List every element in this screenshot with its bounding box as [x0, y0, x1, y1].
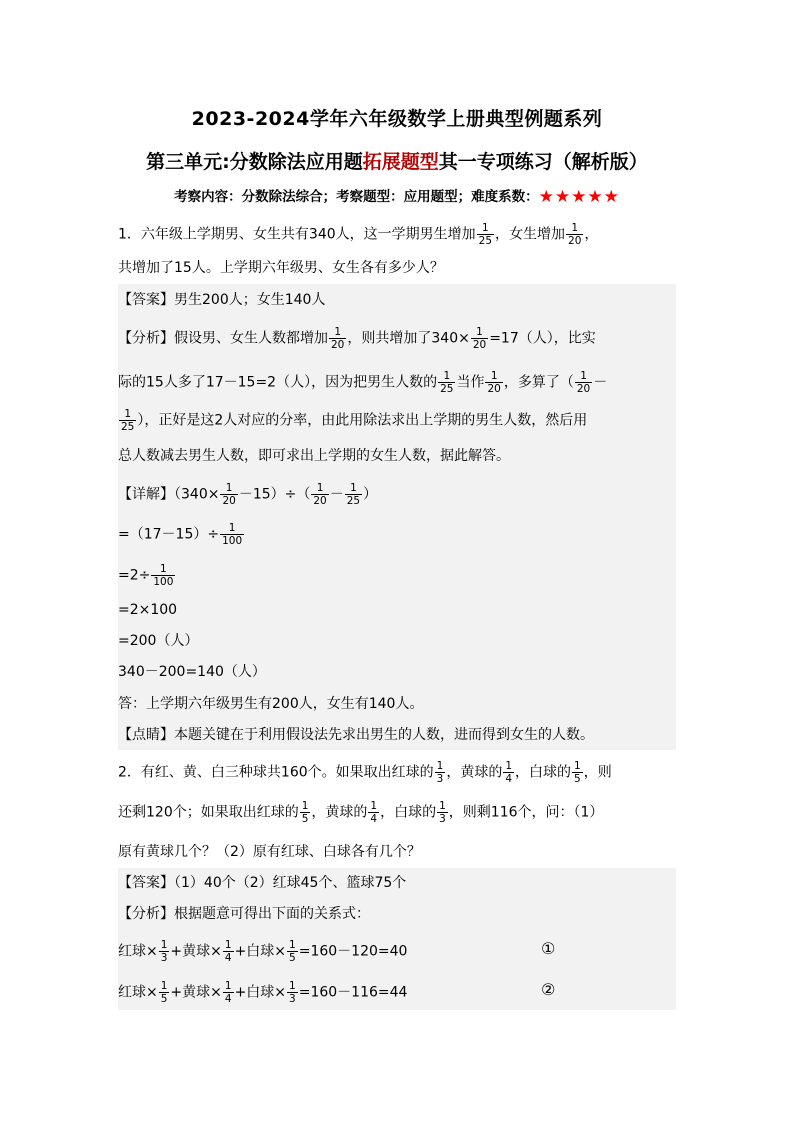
q1-answer: 【答案】男生200人；女生140人: [118, 292, 326, 308]
fraction: [477, 222, 494, 247]
text-run: ），正好是这2人对应的分率，由此用除法求出上学期的男生人数，然后用: [137, 412, 588, 429]
fraction-denominator: 20: [331, 339, 345, 351]
text-run: 红球×: [118, 943, 158, 960]
fraction: [287, 939, 298, 964]
fraction-denominator: 20: [487, 383, 501, 395]
fraction: [300, 800, 311, 825]
text-run: ，黄球的: [311, 804, 368, 821]
text-run: ，白球的: [515, 764, 572, 781]
fraction-denominator: 4: [224, 993, 232, 1005]
q1-comment: 【点睛】本题关键在于利用假设法先求出男生的人数，进而得到女生的人数。: [118, 727, 594, 743]
text-run: +白球×: [234, 943, 287, 960]
text-run: +黄球×: [170, 943, 222, 960]
q1-detail-line2: [118, 522, 245, 547]
q1-analysis-line1: [118, 326, 596, 351]
fraction-denominator: 4: [370, 813, 378, 825]
fraction-numerator: 1: [438, 370, 455, 383]
text-run: ）: [363, 486, 378, 503]
q2-text-line2: [118, 800, 603, 825]
text-run: ，女生增加: [495, 226, 566, 243]
fraction: [435, 760, 446, 785]
fraction: [159, 980, 170, 1005]
fraction-denominator: 5: [301, 813, 309, 825]
meta-text: 考察内容：分数除法综合；考察题型：应用题型；难度系数：: [174, 189, 539, 205]
q1-analysis-line2: [118, 370, 607, 395]
fraction-numerator: 1: [477, 222, 494, 235]
fraction: [345, 482, 362, 507]
subtitle-highlight: 拓展题型: [362, 151, 439, 173]
fraction-numerator: 1: [439, 800, 446, 812]
fraction-numerator: 1: [574, 760, 581, 772]
fraction: [223, 939, 234, 964]
text-run: ，黄球的: [446, 764, 503, 781]
text-run: －: [593, 374, 608, 391]
text-run: 际的15人多了17－15=2（人），因为把男生人数的: [118, 374, 438, 391]
text-run: =（17－15）÷: [118, 526, 220, 543]
text-run: +黄球×: [170, 984, 222, 1001]
q1-detail-line3: [118, 563, 176, 588]
fraction-numerator: 1: [151, 563, 175, 576]
fraction-denominator: 3: [160, 952, 168, 964]
text-run: 【详解】（340×: [118, 486, 220, 503]
q2-text-line3: 原有黄球几个？（2）原有红球、白球各有几个？: [118, 844, 421, 860]
fraction-denominator: 20: [568, 235, 582, 247]
text-run: ，: [584, 226, 599, 243]
fraction-denominator: 25: [346, 495, 361, 507]
fraction-denominator: 4: [224, 952, 232, 964]
fraction: [311, 482, 328, 507]
fraction-numerator: 1: [160, 980, 168, 992]
fraction-numerator: 1: [224, 980, 232, 992]
fraction: [575, 370, 592, 395]
fraction-numerator: 1: [289, 980, 296, 992]
fraction-numerator: 1: [329, 326, 346, 339]
fraction: [566, 222, 583, 247]
q2-equation-2: [118, 980, 407, 1005]
fraction-numerator: 1: [370, 800, 378, 812]
fraction-numerator: 1: [289, 939, 296, 951]
fraction: [159, 939, 170, 964]
fraction: [471, 326, 488, 351]
q2-equation-1: [118, 939, 407, 964]
fraction: [119, 408, 136, 433]
text-run: 当作: [456, 374, 485, 391]
fraction: [220, 522, 244, 547]
q2-answer: 【答案】（1）40个（2）红球45个、篮球75个: [118, 875, 407, 891]
text-run: =160－120=40: [298, 943, 408, 960]
text-run: =160－116=44: [298, 984, 408, 1001]
text-run: ，白球的: [380, 804, 437, 821]
fraction-denominator: 20: [472, 339, 487, 351]
q1-text-line2: 共增加了15人。上学期六年级男、女生各有多少人？: [118, 260, 444, 276]
fraction-numerator: 1: [471, 326, 488, 339]
fraction: [485, 370, 502, 395]
fraction-denominator: 100: [222, 535, 243, 547]
fraction-denominator: 5: [160, 993, 168, 1005]
fraction: [220, 482, 237, 507]
fraction: [503, 760, 514, 785]
text-run: 红球×: [118, 984, 158, 1001]
q1-detail-line6: 340－200=140（人）: [118, 664, 266, 680]
text-run: ，多算了（: [503, 374, 574, 391]
fraction-denominator: 3: [289, 993, 296, 1005]
fraction-denominator: 20: [313, 495, 327, 507]
q1-detail-line1: [118, 482, 377, 507]
fraction: [151, 563, 175, 588]
fraction: [368, 800, 379, 825]
q2-text-line1: [118, 760, 612, 785]
text-run: =2÷: [118, 567, 151, 584]
text-run: 2．有红、黄、白三种球共160个。如果取出红球的: [118, 764, 434, 781]
fraction-numerator: 1: [566, 222, 583, 235]
fraction-denominator: 20: [222, 495, 236, 507]
fraction-numerator: 1: [311, 482, 328, 495]
text-run: ，则共增加了340×: [347, 330, 470, 347]
text-run: ，则: [583, 764, 612, 781]
fraction: [223, 980, 234, 1005]
text-run: 1．六年级上学期男、女生共有340人，这一学期男生增加: [118, 226, 476, 243]
fraction-numerator: 1: [505, 760, 513, 772]
text-run: 还剩120个；如果取出红球的: [118, 804, 299, 821]
fraction: [329, 326, 346, 351]
fraction-denominator: 4: [505, 773, 513, 785]
text-run: ，则剩116个，问：（1）: [448, 804, 604, 821]
q1-analysis-line3: [118, 408, 587, 433]
q1-detail-line5: =200（人）: [118, 633, 199, 649]
subtitle-pre: 第三单元:分数除法应用题: [146, 151, 363, 173]
fraction-numerator: 1: [220, 522, 244, 535]
fraction-numerator: 1: [301, 800, 309, 812]
exam-meta: [0, 185, 794, 207]
fraction-numerator: 1: [224, 939, 232, 951]
document-title: 2023-2024学年六年级数学上册典型例题系列: [191, 108, 603, 130]
fraction-denominator: 3: [436, 773, 444, 785]
text-run: －15）÷（: [238, 486, 311, 503]
fraction-numerator: 1: [119, 408, 136, 421]
q1-conclusion: 答：上学期六年级男生有200人，女生有140人。: [118, 696, 424, 712]
fraction: [572, 760, 583, 785]
fraction-denominator: 5: [574, 773, 581, 785]
text-run: =17（人），比实: [489, 330, 596, 347]
equation-1-marker: ①: [541, 939, 556, 958]
fraction: [437, 800, 448, 825]
fraction-denominator: 25: [121, 421, 135, 433]
fraction: [287, 980, 298, 1005]
equation-2-marker: ②: [541, 980, 556, 999]
subtitle-post: 其一专项练习（解析版）: [438, 151, 648, 173]
document-subtitle: [0, 147, 794, 174]
q2-analysis: 【分析】根据题意可得出下面的关系式：: [118, 906, 370, 922]
q1-text-line1: [118, 222, 598, 247]
fraction-numerator: 1: [575, 370, 592, 383]
fraction-denominator: 20: [576, 383, 591, 395]
fraction-denominator: 3: [439, 813, 446, 825]
fraction-numerator: 1: [436, 760, 444, 772]
difficulty-stars-icon: ★★★★★: [538, 187, 620, 207]
fraction-numerator: 1: [220, 482, 237, 495]
fraction-denominator: 25: [440, 383, 454, 395]
text-run: －: [329, 486, 344, 503]
fraction-numerator: 1: [485, 370, 502, 383]
fraction-denominator: 100: [153, 576, 174, 588]
fraction-numerator: 1: [160, 939, 168, 951]
q1-detail-line4: =2×100: [118, 602, 178, 618]
fraction-denominator: 5: [289, 952, 296, 964]
fraction-numerator: 1: [345, 482, 362, 495]
text-run: +白球×: [234, 984, 287, 1001]
q1-analysis-line4: 总人数减去男生人数，即可求出上学期的女生人数，据此解答。: [118, 448, 510, 464]
fraction-denominator: 25: [478, 235, 493, 247]
text-run: 【分析】假设男、女生人数都增加: [118, 330, 328, 347]
fraction: [438, 370, 455, 395]
